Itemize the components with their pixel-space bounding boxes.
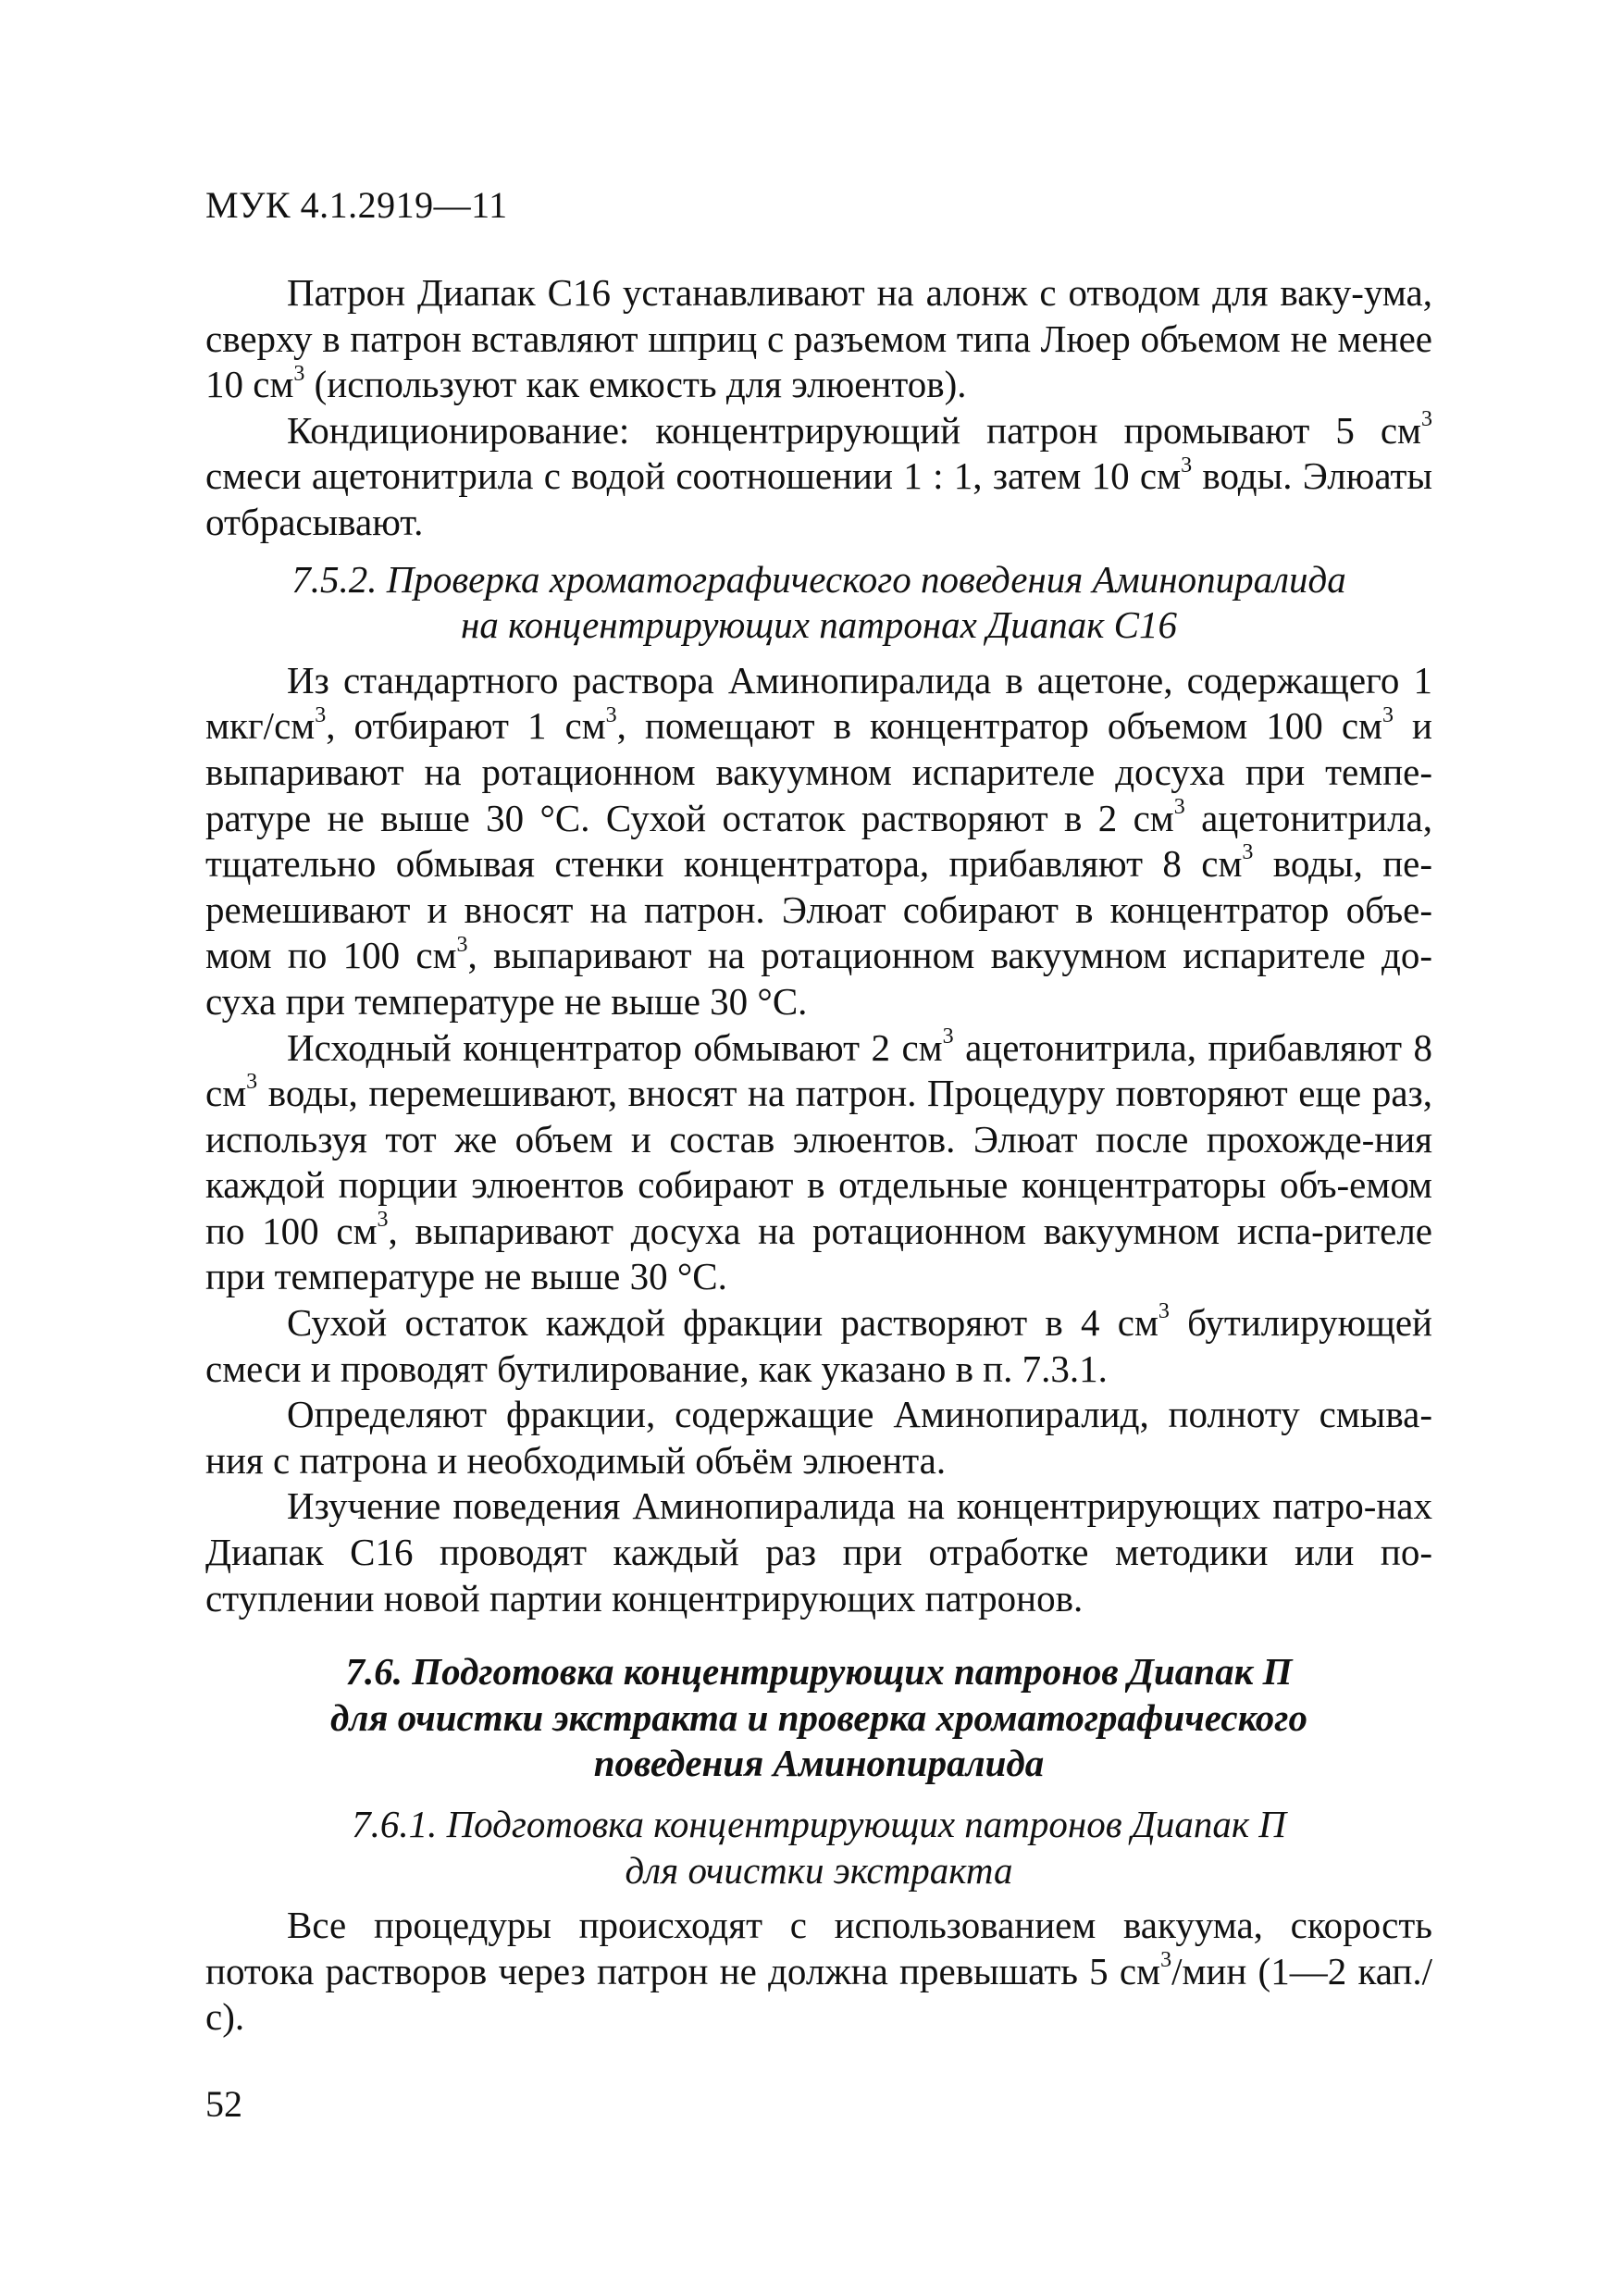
section-heading-line: для очистки экстракта и проверка хроматографического — [330, 1695, 1307, 1739]
section-heading-line: 7.6. Подготовка концентрирующих патронов Диапак П — [345, 1650, 1293, 1694]
subsection-heading-line: для очистки экстракта — [625, 1848, 1013, 1892]
subsection-heading-7-6-1 — [205, 1802, 1432, 1893]
subsection-heading-line: 7.6.1. Подготовка концентрирующих патронов Диапак П — [352, 1803, 1286, 1845]
paragraph-dry-residue: Сухой остаток каждой фракции растворяют в 4 $см^3$ бутилирующей смеси и проводят бутилирование, как указано в п. 7.3.1. — [205, 1299, 1432, 1390]
section-heading-7-6 — [205, 1649, 1432, 1787]
paragraph-conditioning: Кондиционирование: концентрирующий патрон промывают 5 $см^3$ смеси ацетонитрила с водой соотношении 1 : 1, затем 10 $см^3$ воды. Элюаты отбрасывают. — [205, 407, 1432, 543]
subsection-heading-line: на концентрирующих патронах Диапак С16 — [461, 603, 1177, 647]
paragraph-cartridge-mounting: Патрон Диапак С16 устанавливают на алонж с отводом для ваку-ума, сверху в патрон вставляют шприц с разъемом типа Люер объемом не менее 10 $см^3$ (используют как емкость для элюентов). — [205, 271, 1432, 406]
paragraph-behaviour-study: Изучение поведения Аминопиралида на концентрирующих патро-нах Диапак С16 проводят каждый раз при отработке методики или по-ступлении новой партии концентрирующих патронов. — [205, 1484, 1432, 1620]
section-heading-line: поведения Аминопиралида — [593, 1742, 1045, 1785]
paragraph-fractions: Определяют фракции, содержащие Аминопиралид, полноту смыва-ния с патрона и необходимый объём элюента. — [205, 1393, 1432, 1482]
paragraph-standard-solution: Из стандартного раствора Аминопиралида в ацетоне, содержащего 1 мкг/$см^3$, отбирают 1 $см^3$, помещают в концентратор объемом 100 $см^3$ и выпаривают на ротационном вакуумном испарителе досуха при темпе-ратуре не выше 30 °С. Сухой остаток растворяют в 2 $см^3$ ацетонитрила, тщательно обмывая стенки концентратора, прибавляют 8 $см^3$ воды, пе-ремешивают и вносят на патрон. Элюат собирают в концентратор объе-мом по 100 $см^3$, выпаривают на ротационном вакуумном испарителе до-суха при температуре не выше 30 °С. — [205, 658, 1432, 1023]
document-code-header: МУК 4.1.2919—11 — [205, 184, 508, 226]
subsection-heading-line: 7.5.2. Проверка хроматографического поведения Аминопиралида — [291, 557, 1346, 601]
paragraph-initial-concentrator: Исходный концентратор обмывают 2 $см^3$ ацетонитрила, прибавляют 8 $см^3$ воды, перемешивают, вносят на патрон. Процедуру повторяют еще раз, используя тот же объем и состав элюентов. Элюат после прохожде-ния каждой порции элюентов собирают в отдельные концентраторы объ-емом по 100 $см^3$, выпаривают досуха на ротационном вакуумном испа-рителе при температуре не выше 30 °С. — [205, 1024, 1432, 1298]
paragraph-vacuum-procedures: Все процедуры происходят с использованием вакуума, скорость потока растворов через патрон не должна превышать 5 $см^3$/мин (1—2 кап./с). — [205, 1904, 1432, 2039]
page-body — [205, 270, 1432, 2041]
subsection-heading-7-5-2 — [205, 557, 1432, 649]
page-number: 52 — [205, 2083, 242, 2125]
